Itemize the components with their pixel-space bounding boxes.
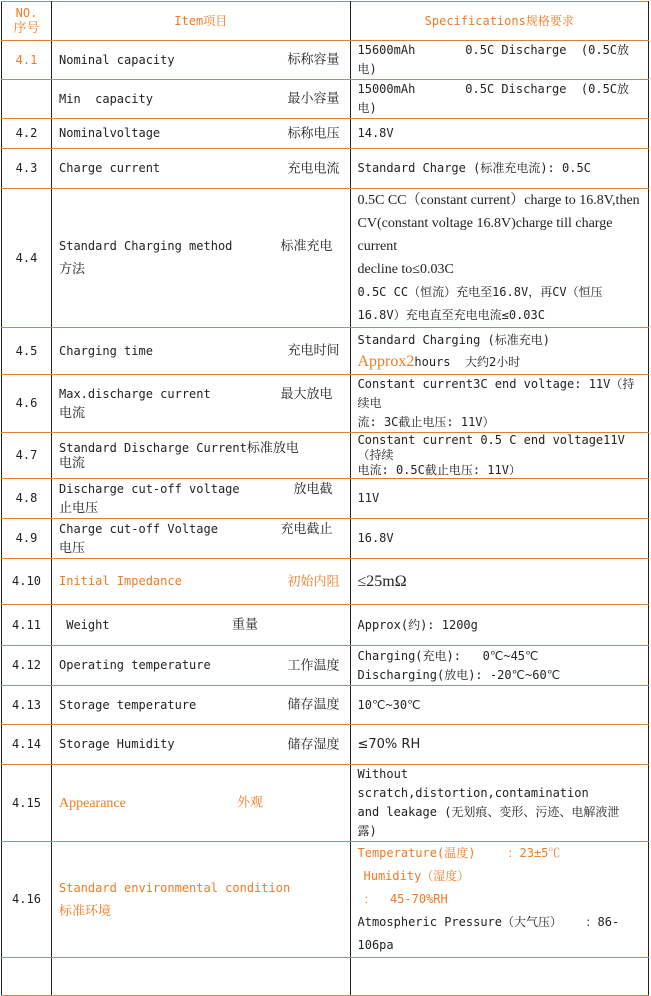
spec-value: ：86-106pa (357, 915, 620, 952)
spec-highlight: Approx2 (357, 353, 415, 370)
row-spec (350, 189, 649, 328)
spec-line: 16.8V）充电直至充电电流≤0.03C (357, 308, 545, 322)
spec-line: 流: 3C截止电压: 11V） (357, 415, 495, 429)
row-item (52, 605, 351, 646)
row-no: 4.6 (2, 375, 52, 433)
row-no: 4.12 (2, 646, 52, 686)
spec-temperature (358, 842, 642, 865)
spec-line: 电流: 0.5C截止电压: 11V） (357, 463, 521, 477)
spec-line: 0.5C CC（恒流）充电至16.8V，再CV（恒压 (357, 285, 603, 299)
table-row (2, 80, 649, 119)
item-en: Nominalvoltage (59, 126, 161, 140)
spec-line: and leakage (无划痕、变形、污迹、电解液泄 (357, 805, 620, 819)
row-spec (350, 842, 649, 958)
row-spec: 10℃~30℃ (350, 686, 649, 725)
spec-humidity (358, 865, 642, 911)
item-cn: 电流 (59, 405, 86, 421)
row-no: 4.1 (2, 41, 52, 80)
item-cn: 放电截 (293, 481, 333, 497)
table-row (2, 149, 649, 189)
row-spec (350, 765, 649, 842)
spec-line: Constant current 0.5 C end voltage11V（持续 (357, 433, 625, 462)
row-item (52, 842, 351, 958)
row-item (52, 149, 351, 189)
spec-line: Charging(充电): 0℃~45℃ (357, 648, 539, 663)
row-item (52, 519, 351, 559)
header-no-cn: 序号 (13, 21, 40, 36)
row-spec: Standard Charge (标准充电流): 0.5C (350, 149, 649, 189)
header-item: Item项目 (52, 2, 351, 41)
row-item (52, 725, 351, 765)
spec-text: (0.5C放电) (357, 82, 630, 115)
spec-line: 露) (357, 824, 377, 838)
row-no: 4.5 (2, 328, 52, 375)
row-item (52, 189, 351, 328)
item-cn: 方法 (59, 262, 86, 277)
item-cn: 电流 (59, 455, 86, 471)
item-en: Discharge cut-off voltage (59, 481, 240, 496)
spec-line: Standard Charging (标准充电) (357, 333, 550, 347)
row-item (52, 559, 351, 605)
spec-line: CV(constant voltage 16.8V)charge till charge current (357, 216, 613, 254)
table-row (2, 725, 649, 765)
spec-text: 15600mAh (357, 43, 416, 57)
row-no: 4.4 (2, 189, 52, 328)
header-row (2, 2, 649, 41)
row-item (52, 433, 351, 479)
item-cn: 储存湿度 (287, 737, 340, 752)
item-cn: 充电时间 (287, 343, 340, 359)
spec-value: ： 45-70%RH (363, 892, 448, 906)
item-en: Standard Charging method (59, 239, 233, 253)
item-en: Weight (59, 617, 110, 632)
item-en: Max.discharge current (59, 386, 211, 401)
item-cn: 标准充电 (280, 239, 333, 254)
table-row (2, 189, 649, 328)
row-spec (350, 375, 649, 433)
row-spec (350, 433, 649, 479)
row-spec: 11V (350, 479, 649, 519)
item-cn: 最小容量 (287, 91, 340, 107)
spec-line: Without scratch,distortion,contamination (357, 767, 589, 800)
item-cn: 标准放电 (246, 440, 299, 456)
row-no: 4.14 (2, 725, 52, 765)
item-cn: 外观 (237, 795, 264, 811)
header-no (2, 2, 52, 41)
row-no: 4.8 (2, 479, 52, 519)
item-en: Standard environmental condition (59, 880, 291, 895)
empty-cell (2, 958, 52, 996)
row-item (52, 80, 351, 119)
table-row (2, 842, 649, 958)
row-item (52, 375, 351, 433)
row-spec: 14.8V (350, 119, 649, 149)
row-spec: ≤70% RH (350, 725, 649, 765)
item-cn: 储存温度 (287, 697, 340, 713)
row-no: 4.11 (2, 605, 52, 646)
table-row (2, 686, 649, 725)
spec-line: decline to≤0.03C (357, 262, 454, 277)
spec-text: (0.5C放电) (357, 43, 630, 76)
spec-text: 0.5C Discharge (465, 82, 567, 96)
item-en: Storage temperature (59, 697, 197, 712)
table-row (2, 559, 649, 605)
item-cn: 电压 (59, 540, 86, 556)
item-en: Standard Discharge Current (59, 440, 247, 455)
item-en: Nominal capacity (59, 52, 175, 67)
row-spec (350, 328, 649, 375)
item-en: Operating temperature (59, 658, 211, 672)
row-spec: ≤25mΩ (350, 559, 649, 605)
item-cn: 最大放电 (280, 386, 333, 402)
item-en: Initial Impedance (59, 574, 182, 588)
row-spec (350, 646, 649, 686)
table-row (2, 328, 649, 375)
row-item (52, 479, 351, 519)
item-cn: 标称电压 (287, 126, 340, 141)
item-en: Min capacity (59, 91, 153, 106)
table-row (2, 375, 649, 433)
table-row (2, 646, 649, 686)
row-no: 4.2 (2, 119, 52, 149)
item-en: Appearance (59, 795, 126, 811)
header-spec: Specifications规格要求 (350, 2, 649, 41)
row-no: 4.16 (2, 842, 52, 958)
row-spec (350, 80, 649, 119)
row-item (52, 646, 351, 686)
item-cn: 充电截止 (280, 521, 333, 537)
item-cn: 标称容量 (287, 52, 340, 68)
row-spec (350, 41, 649, 80)
table-row (2, 119, 649, 149)
empty-row (2, 958, 649, 996)
item-cn: 工作温度 (287, 658, 340, 673)
spec-label: Atmospheric Pressure（大气压） (357, 915, 562, 929)
item-cn: 重量 (232, 617, 259, 633)
table-row (2, 479, 649, 519)
item-en: Charge cut-off Voltage (59, 521, 218, 536)
empty-cell (52, 958, 351, 996)
spec-line: Discharging(放电): -20℃~60℃ (357, 667, 561, 682)
row-item (52, 41, 351, 80)
item-en: Storage Humidity (59, 737, 175, 751)
table-row (2, 41, 649, 80)
spec-pressure (358, 911, 642, 957)
spec-table (1, 1, 649, 996)
row-no: 4.3 (2, 149, 52, 189)
header-no-en: NO. (15, 6, 38, 20)
row-no: 4.9 (2, 519, 52, 559)
spec-text: 15000mAh (357, 82, 416, 96)
table-row (2, 433, 649, 479)
table-row (2, 765, 649, 842)
row-no: 4.13 (2, 686, 52, 725)
table-row (2, 605, 649, 646)
row-item (52, 328, 351, 375)
spec-value: ：23±5℃ (507, 846, 561, 860)
row-item (52, 686, 351, 725)
row-item (52, 119, 351, 149)
row-no: 4.7 (2, 433, 52, 479)
row-spec: Approx(约): 1200g (350, 605, 649, 646)
spec-label: Temperature(温度) (357, 846, 476, 860)
table-row (2, 519, 649, 559)
row-no: 4.15 (2, 765, 52, 842)
row-item (52, 765, 351, 842)
spec-text: hours 大约2小时 (414, 355, 521, 369)
item-en: Charge current (59, 161, 161, 175)
empty-cell (350, 958, 649, 996)
row-no: 4.10 (2, 559, 52, 605)
row-no (2, 80, 52, 119)
spec-line: 0.5C CC（constant current）charge to 16.8V,then (357, 193, 640, 208)
row-spec: 16.8V (350, 519, 649, 559)
spec-text: 0.5C Discharge (465, 43, 567, 57)
item-cn: 初始内阻 (287, 574, 340, 589)
spec-line: Constant current3C end voltage: 11V（持续电 (357, 377, 635, 410)
spec-label: Humidity（湿度） (363, 869, 470, 883)
item-cn: 止电压 (59, 500, 99, 516)
item-cn: 标准环境 (59, 903, 112, 919)
item-en: Charging time (59, 343, 153, 358)
item-cn: 充电电流 (287, 161, 340, 176)
